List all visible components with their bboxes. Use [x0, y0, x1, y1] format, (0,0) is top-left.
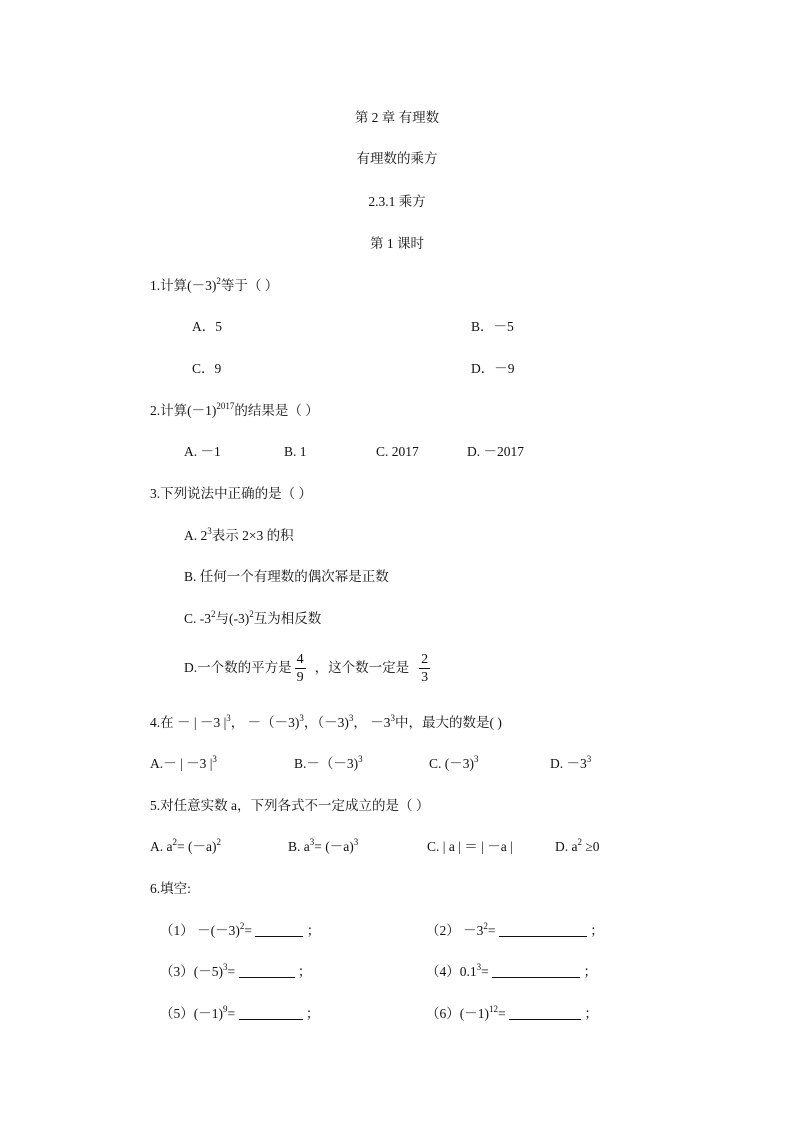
- question-1-option-a[interactable]: A．5: [192, 319, 222, 334]
- question-5-option-a[interactable]: A. $a^2= (-a)^2$: [150, 837, 221, 854]
- question-2-option-b[interactable]: B. 1: [284, 444, 307, 459]
- section-title: 有理数的乘方: [356, 151, 438, 166]
- fill-item-5: $(5)(-1)^9=$ ；: [160, 1004, 320, 1021]
- question-5-option-c[interactable]: C. | a | ＝ | －a |: [427, 839, 513, 854]
- fill-item-4: $(4)0.1^3=$ ；: [426, 962, 597, 979]
- question-3-option-d[interactable]: D.一个数的平方是 $\frac{4}{9}$ ，这个数一定是 $\frac{2}{3}$: [184, 652, 429, 686]
- question-4-option-b[interactable]: B.－（－3)$^3$: [294, 754, 363, 771]
- lesson-title: 第 1 课时: [370, 236, 424, 251]
- question-4-option-c[interactable]: C. $(-3)^3$: [429, 754, 479, 771]
- question-2-option-c[interactable]: C. 2017: [376, 444, 419, 459]
- fraction-four-ninths: $\frac{4}{9}$: [296, 652, 304, 686]
- answer-blank-4[interactable]: [492, 965, 580, 978]
- answer-blank-5[interactable]: [239, 1007, 303, 1020]
- fill-item-1: $(1) -(-3)^2=$ ；: [160, 921, 321, 938]
- question-1-option-d[interactable]: D．－9: [471, 361, 515, 376]
- fill-item-2: $(2) -3^2=$ ；: [426, 921, 604, 938]
- question-6-stem: 6.填空:: [150, 881, 191, 896]
- question-4-stem: 4.在 － | －3 $|^3$， －（－3)$^3$，（－3)$^3$， $-3^3$中，最大的数是( ): [150, 713, 502, 730]
- question-3-option-b[interactable]: B. 任何一个有理数的偶次幂是正数: [184, 569, 389, 584]
- fill-item-6: $(6)(-1)^{12}=$ ；: [426, 1004, 598, 1021]
- question-3-option-c[interactable]: C. $-3^2$与$(-3)^2$互为相反数: [184, 609, 322, 626]
- question-5-option-b[interactable]: B. $a^3= (-a)^3$: [288, 837, 359, 854]
- question-5-option-d[interactable]: D. $a^2 \ge 0$: [555, 837, 600, 854]
- question-1-stem: 1.计算$(-3)^2$等于（ ）: [150, 276, 279, 293]
- answer-blank-1[interactable]: [255, 924, 303, 937]
- question-3-option-a[interactable]: A. $2^3$表示 2×3 的积: [184, 526, 294, 543]
- question-2-stem: 2.计算$(-1)^{2017}$的结果是（ ）: [150, 401, 319, 418]
- question-4-option-d[interactable]: D. $-3^3$: [550, 754, 592, 771]
- subsection-title: 2.3.1 乘方: [368, 194, 426, 209]
- question-1-option-c[interactable]: C．9: [192, 361, 222, 376]
- answer-blank-2[interactable]: [499, 924, 587, 937]
- question-2-option-d[interactable]: D. －2017: [467, 444, 524, 459]
- answer-blank-3[interactable]: [239, 965, 295, 978]
- fill-item-3: $(3)(-5)^3=$ ；: [160, 962, 312, 979]
- fraction-two-thirds: $\frac{2}{3}$: [421, 652, 429, 686]
- question-2-option-a[interactable]: A. －1: [184, 444, 221, 459]
- question-4-option-a[interactable]: A.－ | －3 $|^3$: [150, 754, 217, 771]
- chapter-title: 第 2 章 有理数: [354, 110, 440, 125]
- question-5-stem: 5.对任意实数 a，下列各式不一定成立的是（ ）: [150, 798, 430, 813]
- answer-blank-6[interactable]: [509, 1007, 581, 1020]
- question-1-option-b[interactable]: B．－5: [471, 319, 514, 334]
- question-3-stem: 3.下列说法中正确的是（ ）: [150, 486, 312, 501]
